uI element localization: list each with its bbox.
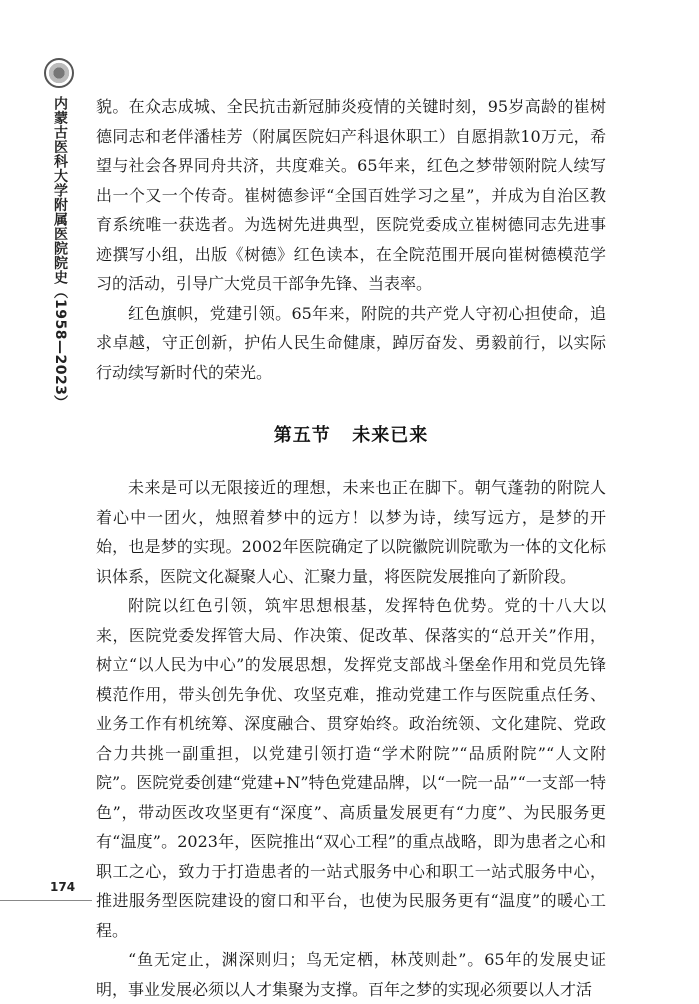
body-paragraph: 红色旗帜，党建引领。65年来，附院的共产党人守初心担使命，追求卓越，守正创新，护佑人民生命健康，踔厉奋发、勇毅前行，以实际行动续写新时代的荣光。 <box>96 303 606 382</box>
section-number: 第五节 <box>273 425 331 446</box>
page-body <box>96 92 606 1004</box>
running-header-title: 内蒙古医科大学附属医院院史（1958—2023） <box>52 96 68 410</box>
section-title: 未来已来 <box>352 425 429 446</box>
body-paragraph: “鱼无定止，渊深则归；鸟无定栖，林茂则赴”。65年的发展史证明，事业发展必须以人才集聚为支撑。百年之梦的实现必须要以人才活 <box>96 950 606 999</box>
page-number: 174 <box>50 880 76 894</box>
university-logo <box>44 58 74 88</box>
body-paragraph: 附院以红色引领，筑牢思想根基，发挥特色优势。党的十八大以来，医院党委发挥管大局、作决策、促改革、保落实的“总开关”作用，树立“以人民为中心”的发展思想，发挥党支部战斗堡垒作用和党员先锋模范作用，带头创先争优、攻坚克难，推动党建工作与医院重点任务、业务工作有机统筹、深度融合、贯穿始终。政治统领、文化建院、党政合力共挑一副重担，以党建引领打造“学术附院”“品质附院”“人文附院”。医院党委创建“党建+N”特色党建品牌，以“一院一品”“一支部一特色”，带动医改攻坚更有“深度”、高质量发展更有“力度”、为民服务更有“温度”。2023年，医院推出“双心工程”的重点战略，即为患者之心和职工之心，致力于打造患者的一站式服务中心和职工一站式服务中心，推进服务型医院建设的窗口和平台，也使为民服务更有“温度”的暖心工程。 <box>96 596 606 940</box>
footer-rule <box>0 900 92 901</box>
section-heading <box>96 421 606 447</box>
body-paragraph: 貌。在众志成城、全民抗击新冠肺炎疫情的关键时刻，95岁高龄的崔树德同志和老伴潘桂芳（附属医院妇产科退休职工）自愿捐款10万元，希望与社会各界同舟共济，共度难关。65年来，红色之梦带领附院人续写出一个又一个传奇。崔树德参评“全国百姓学习之星”，并成为自治区教育系统唯一获选者。为选树先进典型，医院党委成立崔树德同志先进事迹撰写小组，出版《树德》红色读本，在全院范围开展向崔树德模范学习的活动，引导广大党员干部争先锋、当表率。 <box>96 97 606 293</box>
body-paragraph: 未来是可以无限接近的理想，未来也正在脚下。朝气蓬勃的附院人着心中一团火，烛照着梦中的远方！以梦为诗，续写远方，是梦的开始，也是梦的实现。2002年医院确定了以院徽院训院歌为一体的文化标识体系，医院文化凝聚人心、汇聚力量，将医院发展推向了新阶段。 <box>96 478 606 586</box>
